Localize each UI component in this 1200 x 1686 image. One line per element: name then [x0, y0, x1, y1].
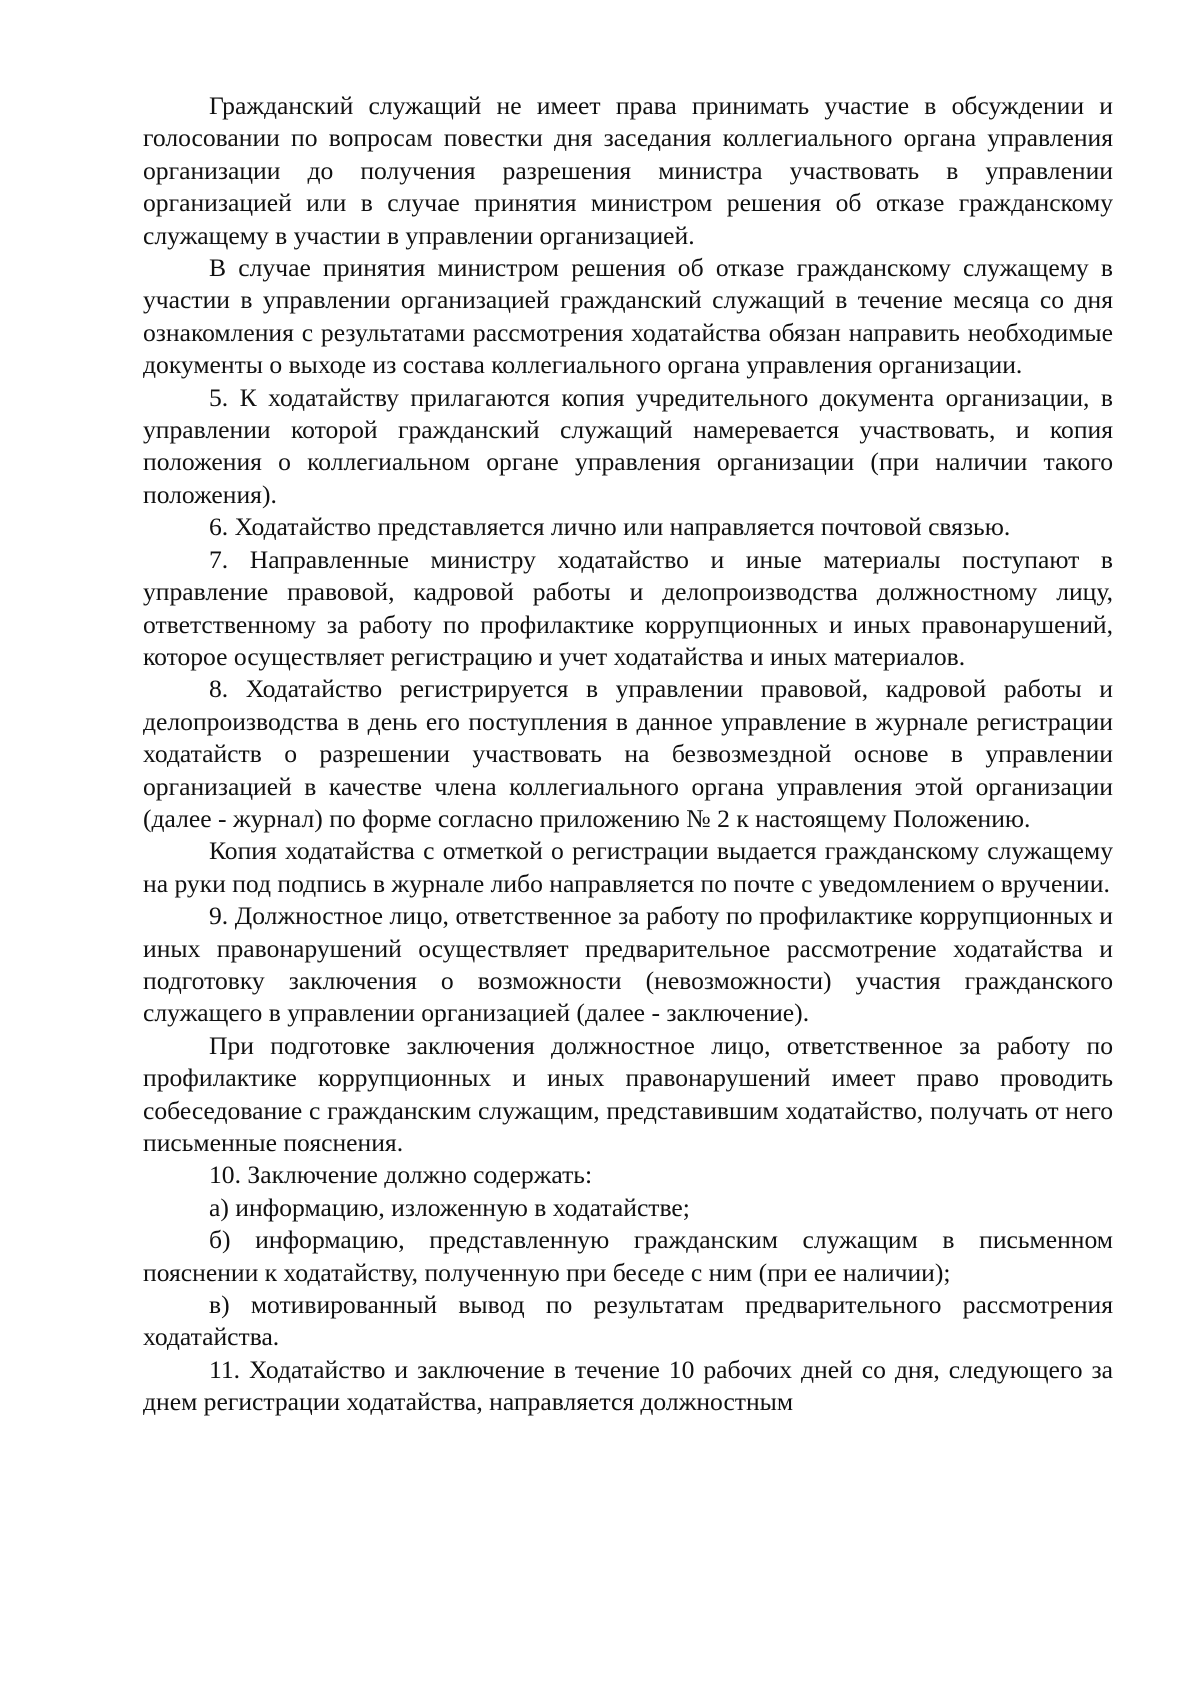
paragraph-item-5: 5. К ходатайству прилагаются копия учредительного документа организации, в управлении которой гражданский служащий намеревается участвовать, и копия положения о коллегиальном органе управления организации (при наличии такого положения).	[143, 382, 1113, 509]
paragraph-item-10c: в) мотивированный вывод по результатам предварительного рассмотрения ходатайства.	[143, 1290, 1113, 1352]
paragraph-interview-right: При подготовке заключения должностное лицо, ответственное за работу по профилактике коррупционных и иных правонарушений имеет право проводить собеседование с гражданским служащим, представившим ходатайство, получать от него письменные пояснения.	[143, 1030, 1113, 1157]
paragraph-item-10a: а) информацию, изложенную в ходатайстве;	[209, 1192, 690, 1222]
paragraph-refusal-exit: В случае принятия министром решения об отказе гражданскому служащему в участии в управлении организацией гражданский служащий в течение месяца со дня ознакомления с результатами рассмотрения ходатайства обязан направить необходимые документы о выходе из состава коллегиального органа управления организации.	[143, 253, 1113, 380]
paragraph-item-10b: б) информацию, представленную гражданским служащим в письменном пояснении к ходатайству, полученную при беседе с ним (при ее наличии);	[143, 1225, 1113, 1287]
paragraph-item-11: 11. Ходатайство и заключение в течение 10 рабочих дней со дня, следующего за днем регистрации ходатайства, направляется должностным	[143, 1354, 1113, 1417]
paragraph-participation-restriction: Гражданский служащий не имеет права принимать участие в обсуждении и голосовании по вопросам повестки дня заседания коллегиального органа управления организации до получения разрешения министра участвовать в управлении организацией или в случае принятия министром решения об отказе гражданскому служащему в участии в управлении организацией.	[143, 91, 1113, 250]
paragraph-item-9: 9. Должностное лицо, ответственное за работу по профилактике коррупционных и иных правонарушений осуществляет предварительное рассмотрение ходатайства и подготовку заключения о возможности (невозможности) участия гражданского служащего в управлении организацией (далее - заключение).	[143, 901, 1113, 1028]
paragraph-item-7: 7. Направленные министру ходатайство и иные материалы поступают в управление правовой, кадровой работы и делопроизводства должностному лицу, ответственному за работу по профилактике коррупционных и иных правонарушений, которое осуществляет регистрацию и учет ходатайства и иных материалов.	[143, 544, 1113, 671]
paragraph-registration-copy: Копия ходатайства с отметкой о регистрации выдается гражданскому служащему на руки под подпись в журнале либо направляется по почте с уведомлением о вручении.	[143, 836, 1113, 898]
paragraph-item-8: 8. Ходатайство регистрируется в управлении правовой, кадровой работы и делопроизводства в день его поступления в данное управление в журнале регистрации ходатайств о разрешении участвовать на безвозмездной основе в управлении организацией в качестве члена коллегиального органа управления этой организации (далее - журнал) по форме согласно приложению № 2 к настоящему Положению.	[143, 674, 1113, 833]
document-body	[143, 90, 1113, 1419]
paragraph-item-10: 10. Заключение должно содержать:	[209, 1160, 593, 1190]
paragraph-item-6: 6. Ходатайство представляется лично или направляется почтовой связью.	[209, 512, 1011, 542]
